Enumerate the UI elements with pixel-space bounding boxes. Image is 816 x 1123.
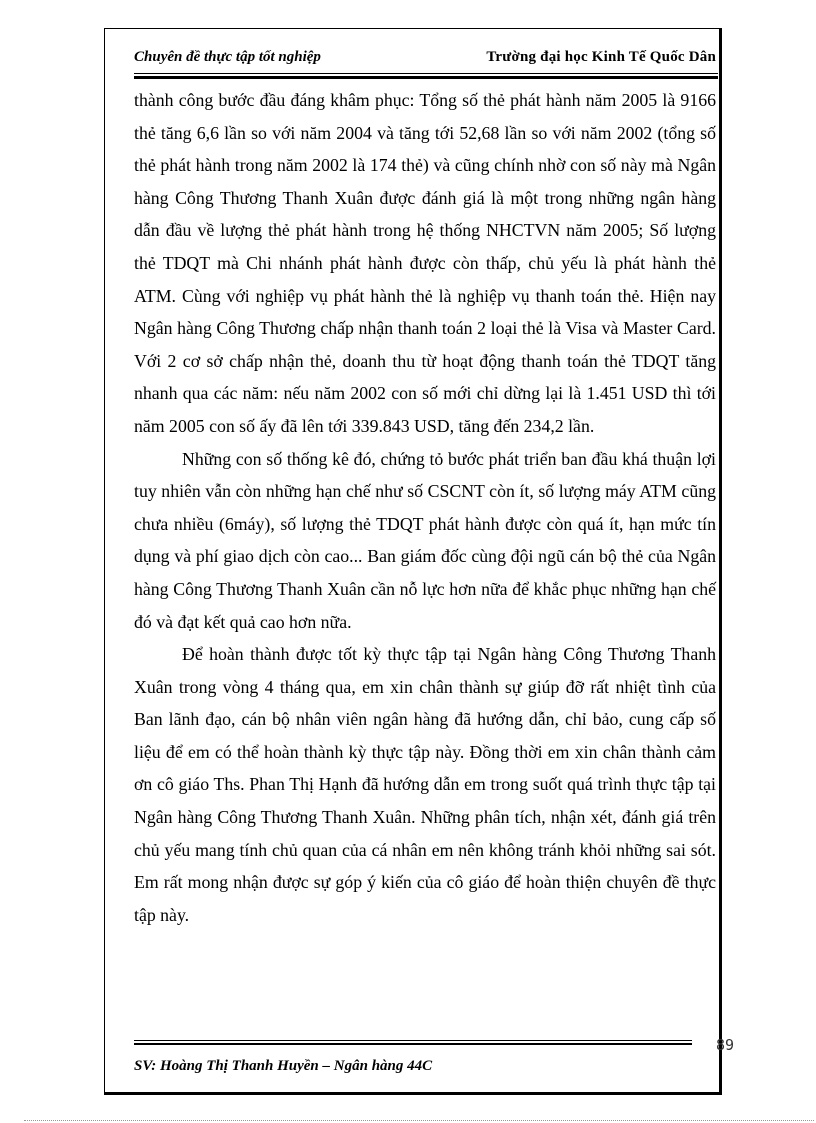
paragraph-acknowledgement: Để hoàn thành được tốt kỳ thực tập tại Ngân hàng Công Thương Thanh Xuân trong vòng 4 tháng qua, em xin chân thành sự giúp đỡ rất nhiệt tình của Ban lãnh đạo, cán bộ nhân viên ngân hàng đã hướng dẫn, chỉ bảo, cung cấp số liệu để em có thể hoàn thành kỳ thực tập này. Đồng thời em xin chân thành cảm ơn cô giáo Ths. Phan Thị Hạnh đã hướng dẫn em trong suốt quá trình thực tập tại Ngân hàng Công Thương Thanh Xuân. Những phân tích, nhận xét, đánh giá trên chủ yếu mang tính chủ quan của cá nhân em nên không tránh khỏi những sai sót. Em rất mong nhận được sự góp ý kiến của cô giáo để hoàn thiện chuyên đề thực tập này. <box>134 644 716 925</box>
body-text <box>134 84 716 931</box>
paragraph-continuation: thành công bước đầu đáng khâm phục: Tổng số thẻ phát hành năm 2005 là 9166 thẻ tăng 6,6 lần so với năm 2004 và tăng tới 52,68 lần so với năm 2002 (tổng số thẻ phát hành trong năm 2002 là 174 thẻ) và cũng chính nhờ con số này mà Ngân hàng Công Thương Thanh Xuân được đánh giá là một trong những ngân hàng dẫn đầu về lượng thẻ phát hành trong hệ thống NHCTVN năm 2005; Số lượng thẻ TDQT mà Chi nhánh phát hành được còn thấp, chủ yếu là phát hành thẻ ATM. Cùng với nghiệp vụ phát hành thẻ là nghiệp vụ thanh toán thẻ. Hiện nay Ngân hàng Công Thương chấp nhận thanh toán 2 loại thẻ là Visa và Master Card. Với 2 cơ sở chấp nhận thẻ, doanh thu từ hoạt động thanh toán thẻ TDQT tăng nhanh qua các năm: nếu năm 2002 con số mới chỉ dừng lại là 1.451 USD thì tới năm 2005 con số ấy đã lên tới 339.843 USD, tăng đến 234,2 lần. <box>134 90 716 436</box>
header-document-title: Chuyên đề thực tập tốt nghiệp <box>134 49 321 65</box>
header-divider-thick <box>134 76 718 79</box>
footer-author: SV: Hoàng Thị Thanh Huyền – Ngân hàng 44C <box>134 1058 433 1074</box>
footer-divider-thick <box>134 1043 692 1045</box>
page-number: 89 <box>716 1036 735 1054</box>
footer-divider <box>134 1040 692 1041</box>
page-bottom-edge <box>24 1120 814 1121</box>
page-header <box>134 46 718 72</box>
paragraph-statistics: Những con số thống kê đó, chứng tỏ bước phát triển ban đầu khá thuận lợi tuy nhiên vẫn còn những hạn chế như số CSCNT còn ít, số lượng máy ATM cũng chưa nhiều (6máy), số lượng thẻ TDQT phát hành được còn quá ít, hạn mức tín dụng và phí giao dịch còn cao... Ban giám đốc cùng đội ngũ cán bộ thẻ của Ngân hàng Công Thương Thanh Xuân cần nỗ lực hơn nữa để khắc phục những hạn chế đó và đạt kết quả cao hơn nữa. <box>134 448 716 632</box>
header-divider <box>134 73 718 74</box>
header-university-name: Trường đại học Kinh Tế Quốc Dân <box>486 49 716 65</box>
